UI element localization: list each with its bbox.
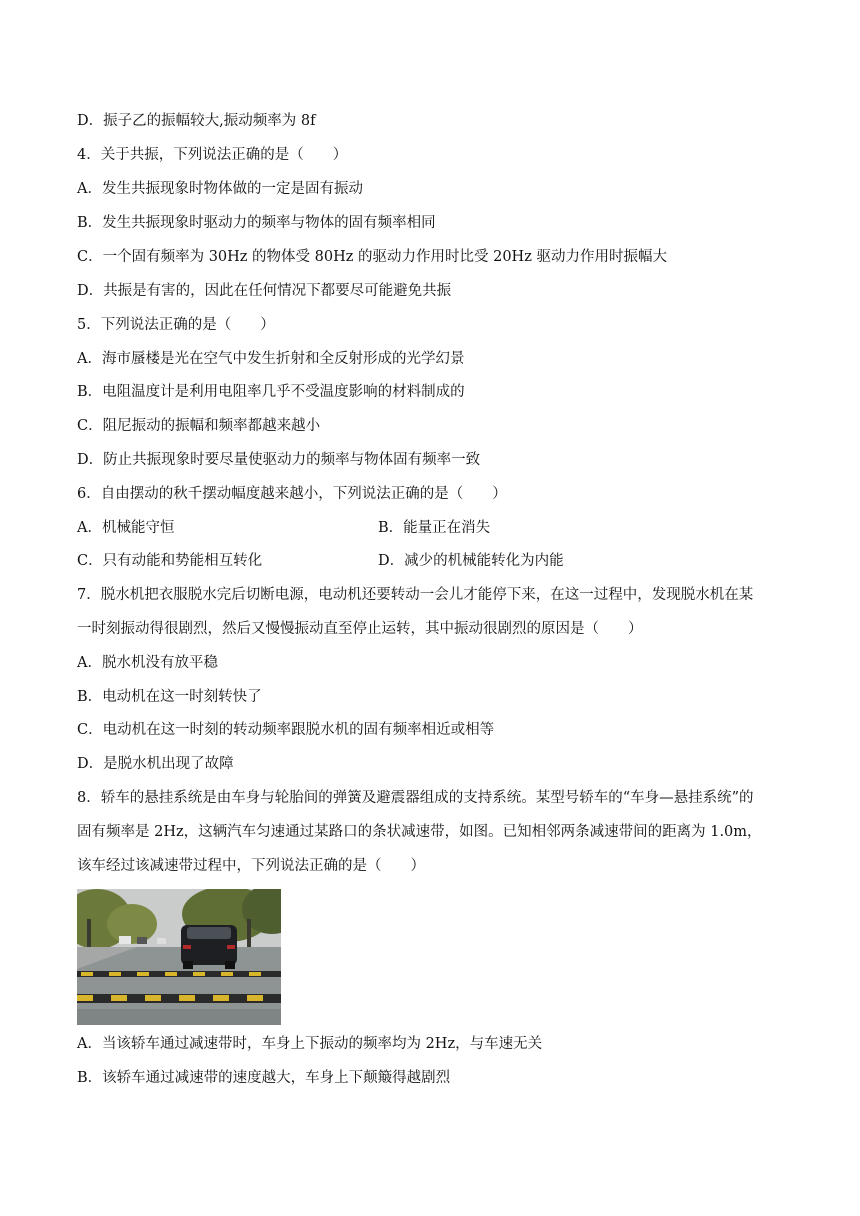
speed-bump-photo bbox=[77, 889, 281, 1025]
option-b: B．该轿车通过减速带的速度越大，车身上下颠簸得越剧烈 bbox=[77, 1070, 451, 1086]
option-line: C．一个固有频率为 30Hz 的物体受 80Hz 的驱动力作用时比受 20Hz 驱动力作用时振幅大 bbox=[77, 249, 667, 265]
option-line: B．发生共振现象时驱动力的频率与物体的固有频率相同 bbox=[77, 215, 436, 231]
option-c: C．只有动能和势能相互转化 bbox=[77, 553, 263, 569]
option-a: A．当该轿车通过减速带时，车身上下振动的频率均为 2Hz，与车速无关 bbox=[77, 1036, 543, 1052]
option-line: B．电动机在这一时刻转快了 bbox=[77, 689, 262, 705]
question-6: 6．自由摆动的秋千摆动幅度越来越小，下列说法正确的是（ ） bbox=[77, 486, 507, 502]
option-line: A．海市蜃楼是光在空气中发生折射和全反射形成的光学幻景 bbox=[77, 351, 465, 367]
question-8-cont: 固有频率是 2Hz，这辆汽车匀速通过某路口的条状减速带，如图。已知相邻两条减速带间的距离为 1.0m， bbox=[77, 824, 762, 840]
option-line: B．电阻温度计是利用电阻率几乎不受温度影响的材料制成的 bbox=[77, 384, 465, 400]
option-line: A．脱水机没有放平稳 bbox=[77, 655, 218, 671]
option-line: D．防止共振现象时要尽量使驱动力的频率与物体固有频率一致 bbox=[77, 452, 481, 468]
car-on-speed-bumps-image bbox=[77, 889, 281, 1025]
question-8: 8．轿车的悬挂系统是由车身与轮胎间的弹簧及避震器组成的支持系统。某型号轿车的“车身—悬挂系统”的 bbox=[77, 790, 754, 806]
question-7-cont: 一时刻振动得很剧烈，然后又慢慢振动直至停止运转，其中振动很剧烈的原因是（ ） bbox=[77, 621, 643, 637]
option-line: D．是脱水机出现了故障 bbox=[77, 756, 234, 772]
option-a: A．机械能守恒 bbox=[77, 520, 175, 536]
option-b: B．能量正在消失 bbox=[378, 520, 491, 536]
option-line: D．共振是有害的，因此在任何情况下都要尽可能避免共振 bbox=[77, 283, 452, 299]
question-7: 7．脱水机把衣服脱水完后切断电源，电动机还要转动一会儿才能停下来，在这一过程中，发现脱水机在某 bbox=[77, 587, 754, 603]
option-line: C．阻尼振动的振幅和频率都越来越小 bbox=[77, 418, 321, 434]
option-line: A．发生共振现象时物体做的一定是固有振动 bbox=[77, 181, 363, 197]
option-line: C．电动机在这一时刻的转动频率跟脱水机的固有频率相近或相等 bbox=[77, 722, 495, 738]
question-8-cont: 该车经过该减速带过程中，下列说法正确的是（ ） bbox=[77, 858, 425, 874]
question-4: 4．关于共振，下列说法正确的是（ ） bbox=[77, 147, 348, 163]
question-5: 5．下列说法正确的是（ ） bbox=[77, 317, 275, 333]
text-line: D．振子乙的振幅较大,振动频率为 8f bbox=[77, 113, 316, 129]
option-d: D．减少的机械能转化为内能 bbox=[378, 553, 564, 569]
